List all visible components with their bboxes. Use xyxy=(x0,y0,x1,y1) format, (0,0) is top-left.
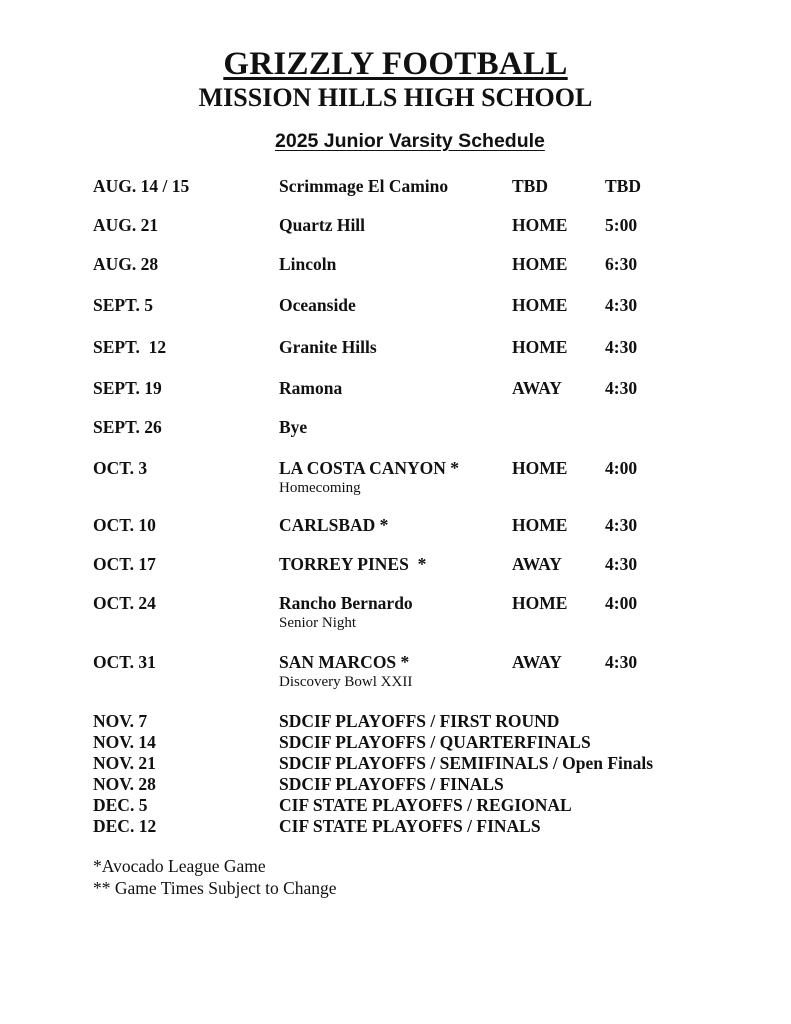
schedule-title: 2025 Junior Varsity Schedule xyxy=(275,130,545,152)
game-date: OCT. 17 xyxy=(93,554,156,574)
game-time: 4:30 xyxy=(605,295,638,315)
school-name: MISSION HILLS HIGH SCHOOL xyxy=(198,83,593,112)
playoff-date: NOV. 7 xyxy=(93,711,148,731)
game-time: 4:00 xyxy=(605,458,638,478)
game-opponent: LA COSTA CANYON * xyxy=(279,458,460,478)
game-time: 5:00 xyxy=(605,215,638,235)
playoff-event: SDCIF PLAYOFFS / QUARTERFINALS xyxy=(279,732,591,752)
game-date: SEPT. 5 xyxy=(93,295,153,315)
game-date: AUG. 28 xyxy=(93,254,159,274)
game-row xyxy=(0,254,791,276)
game-location: AWAY xyxy=(512,378,562,398)
playoff-event: CIF STATE PLAYOFFS / REGIONAL xyxy=(279,795,572,815)
game-location: HOME xyxy=(512,337,568,357)
playoff-row xyxy=(0,732,791,753)
playoff-row xyxy=(0,774,791,795)
game-time: 4:00 xyxy=(605,593,638,613)
game-row xyxy=(0,417,791,439)
game-row xyxy=(0,652,791,690)
game-location: HOME xyxy=(512,254,568,274)
footnote-league: *Avocado League Game xyxy=(93,856,266,876)
playoff-date: NOV. 14 xyxy=(93,732,156,752)
game-opponent: Rancho Bernardo xyxy=(279,593,413,613)
footnote-times: ** Game Times Subject to Change xyxy=(93,878,337,898)
game-time: 6:30 xyxy=(605,254,638,274)
game-date: OCT. 3 xyxy=(93,458,148,478)
game-location: HOME xyxy=(512,215,568,235)
game-date: SEPT. 19 xyxy=(93,378,162,398)
game-location: HOME xyxy=(512,458,568,478)
game-time: 4:30 xyxy=(605,337,638,357)
game-opponent: SAN MARCOS * xyxy=(279,652,410,672)
game-date: AUG. 21 xyxy=(93,215,159,235)
playoff-row xyxy=(0,711,791,732)
game-note: Senior Night xyxy=(279,615,357,631)
playoff-event: SDCIF PLAYOFFS / SEMIFINALS / Open Finals xyxy=(279,753,654,773)
game-opponent: Quartz Hill xyxy=(279,215,366,235)
game-date: OCT. 24 xyxy=(93,593,156,613)
game-date: OCT. 31 xyxy=(93,652,156,672)
playoff-row xyxy=(0,753,791,774)
game-row xyxy=(0,458,791,496)
game-opponent: Granite Hills xyxy=(279,337,377,357)
page-title: GRIZZLY FOOTBALL xyxy=(223,46,568,82)
playoff-event: SDCIF PLAYOFFS / FIRST ROUND xyxy=(279,711,560,731)
game-location: AWAY xyxy=(512,554,562,574)
playoff-date: NOV. 28 xyxy=(93,774,156,794)
game-row xyxy=(0,337,791,359)
game-date: AUG. 14 / 15 xyxy=(93,176,190,196)
game-time: 4:30 xyxy=(605,652,638,672)
playoff-event: CIF STATE PLAYOFFS / FINALS xyxy=(279,816,541,836)
playoff-date: DEC. 5 xyxy=(93,795,148,815)
game-row xyxy=(0,593,791,631)
playoff-row xyxy=(0,795,791,816)
game-date: SEPT. 26 xyxy=(93,417,162,437)
game-time: 4:30 xyxy=(605,378,638,398)
game-row xyxy=(0,515,791,537)
game-date: SEPT. 12 xyxy=(93,337,167,357)
game-opponent: Scrimmage El Camino xyxy=(279,176,449,196)
game-opponent: Oceanside xyxy=(279,295,356,315)
game-opponent: TORREY PINES * xyxy=(279,554,427,574)
game-time: 4:30 xyxy=(605,554,638,574)
game-opponent: Ramona xyxy=(279,378,343,398)
playoff-date: NOV. 21 xyxy=(93,753,156,773)
playoff-row xyxy=(0,816,791,837)
game-location: HOME xyxy=(512,295,568,315)
game-note: Discovery Bowl XXII xyxy=(279,674,413,690)
game-opponent: CARLSBAD * xyxy=(279,515,389,535)
game-location: TBD xyxy=(512,176,548,196)
game-opponent: Lincoln xyxy=(279,254,337,274)
game-row xyxy=(0,215,791,237)
playoff-date: DEC. 12 xyxy=(93,816,157,836)
game-note: Homecoming xyxy=(279,480,361,496)
game-date: OCT. 10 xyxy=(93,515,156,535)
game-location: AWAY xyxy=(512,652,562,672)
game-location: HOME xyxy=(512,515,568,535)
game-location: HOME xyxy=(512,593,568,613)
game-time: TBD xyxy=(605,176,641,196)
game-row xyxy=(0,554,791,576)
game-time: 4:30 xyxy=(605,515,638,535)
game-opponent: Bye xyxy=(279,417,308,437)
game-row xyxy=(0,378,791,400)
playoff-event: SDCIF PLAYOFFS / FINALS xyxy=(279,774,504,794)
game-row xyxy=(0,176,791,198)
game-row xyxy=(0,295,791,317)
